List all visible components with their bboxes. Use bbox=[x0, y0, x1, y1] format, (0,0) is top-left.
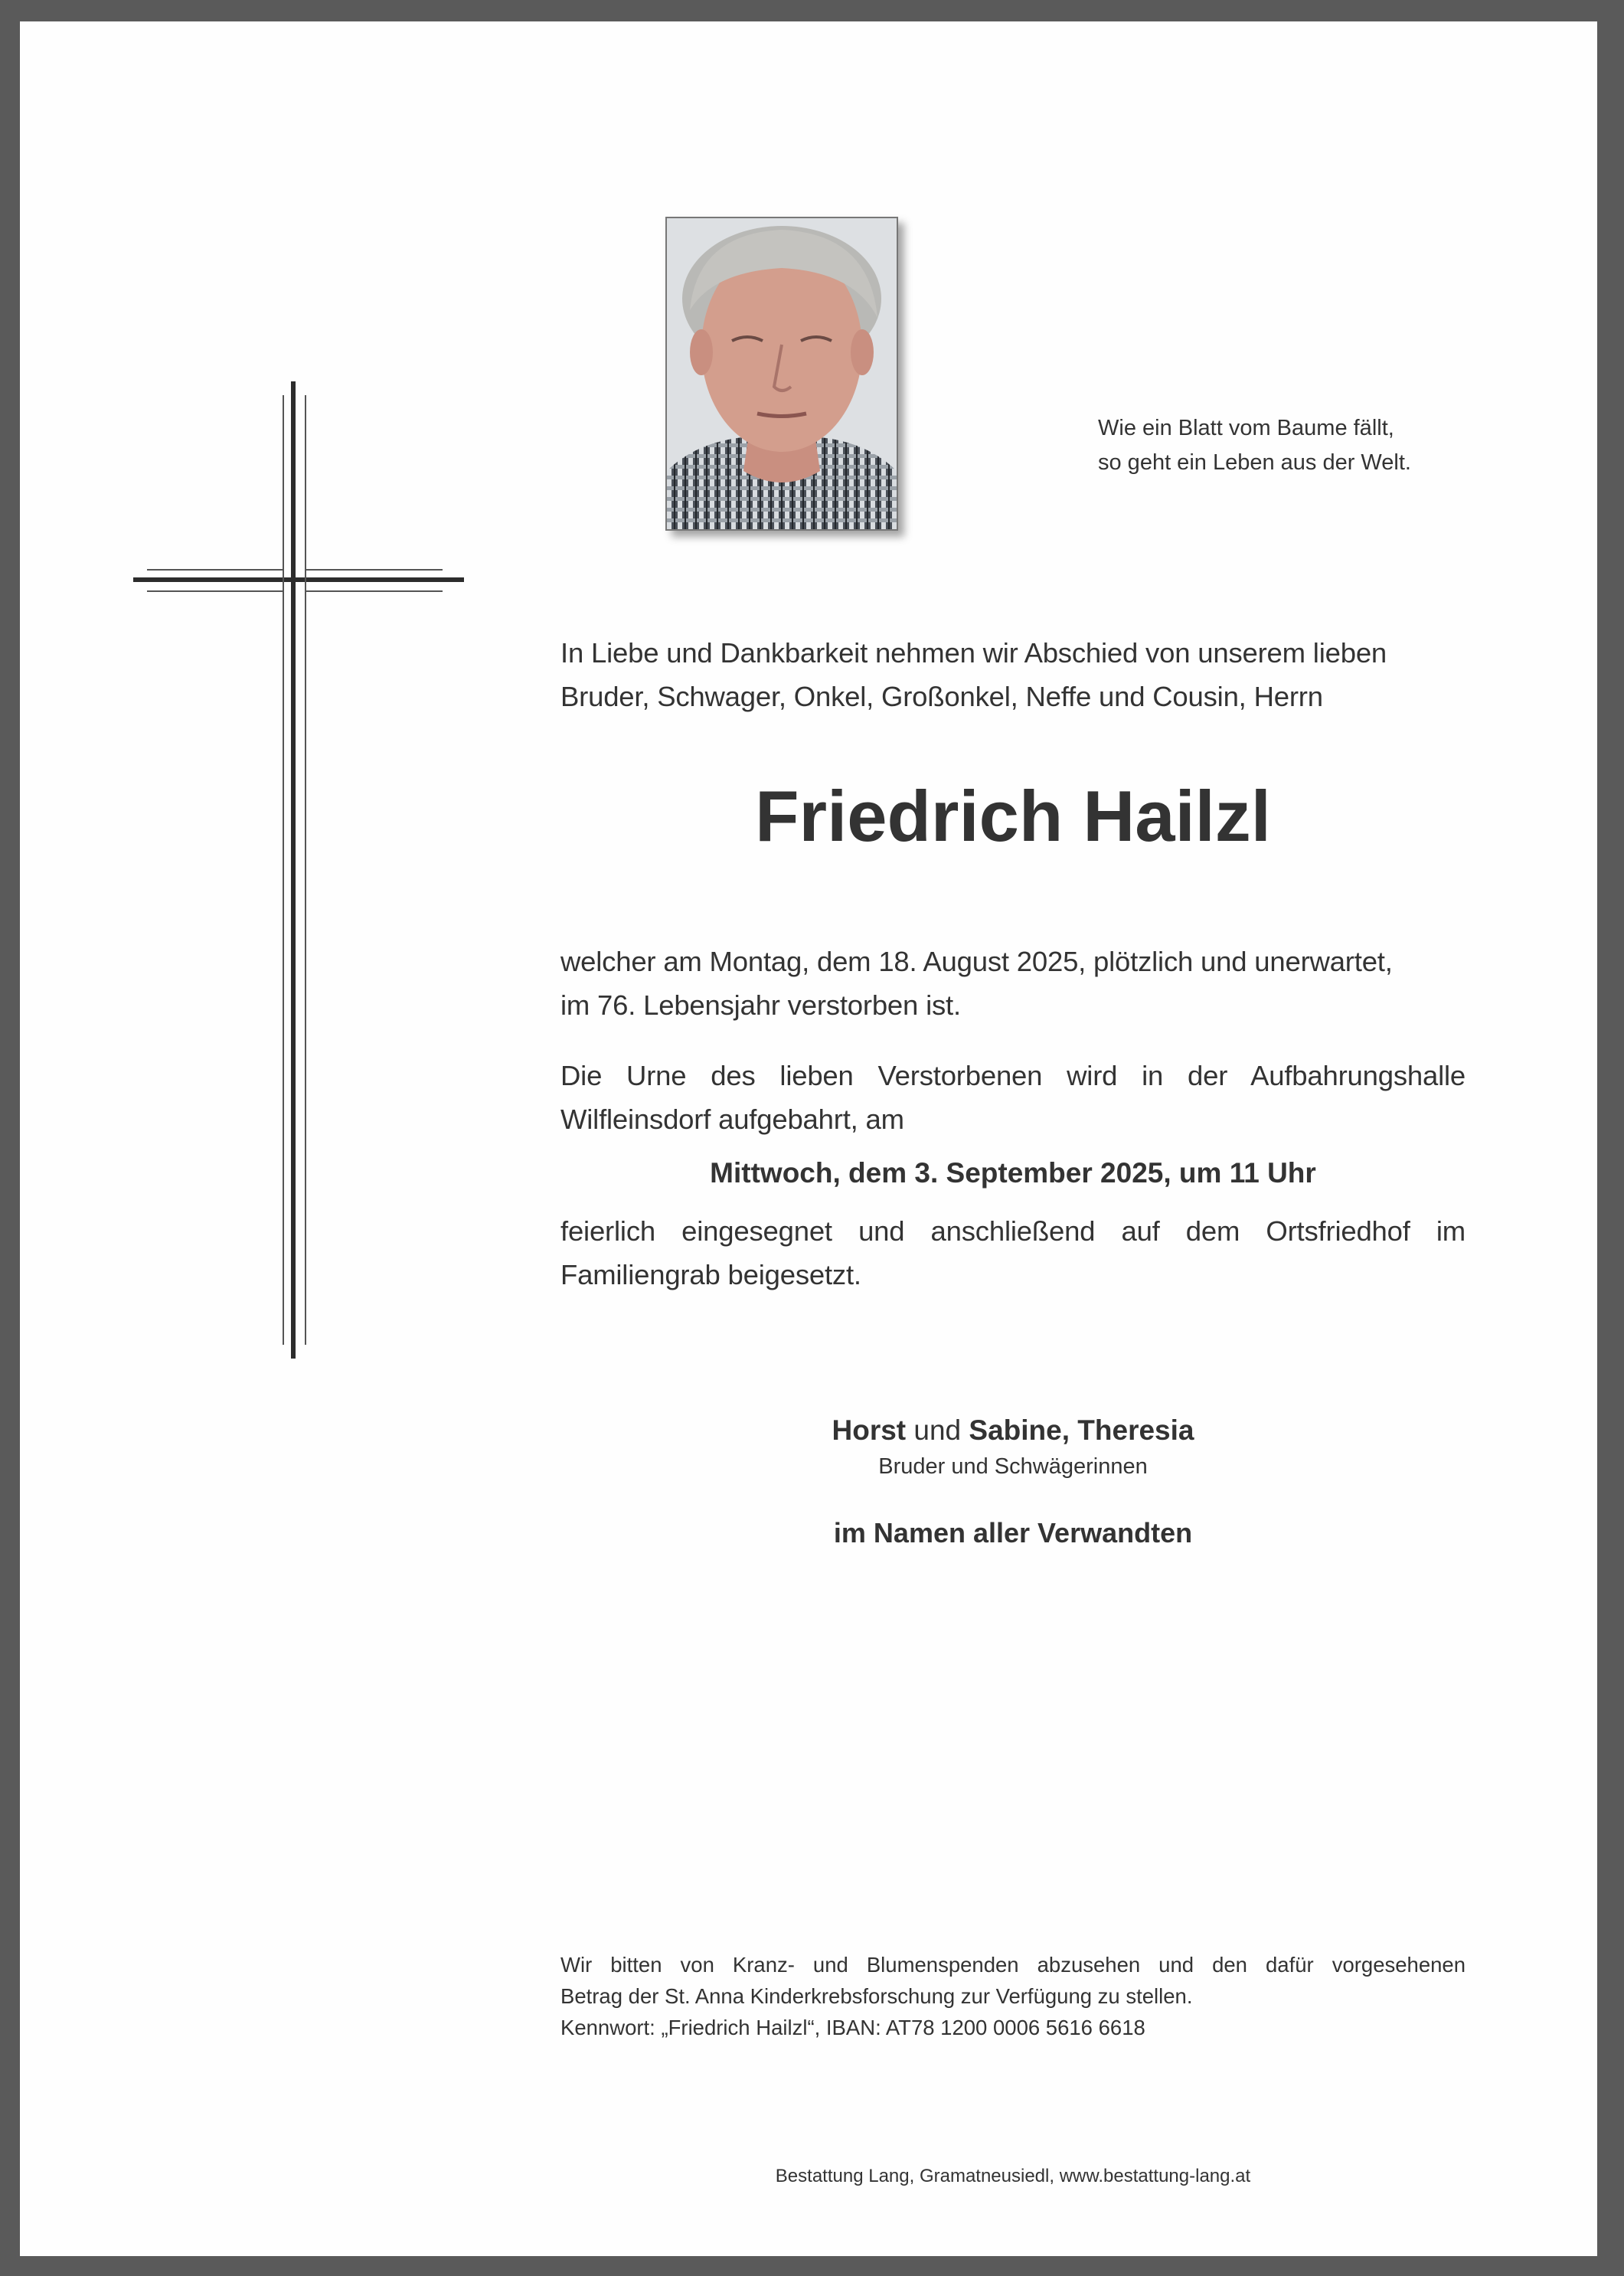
donation-line: Betrag der St. Anna Kinderkrebsforschung zur Verfügung zu stellen. bbox=[560, 1984, 1193, 2008]
ceremony-date: Mittwoch, dem 3. September 2025, um 11 Uhr bbox=[710, 1157, 1316, 1189]
motto-line: so geht ein Leben aus der Welt. bbox=[1098, 450, 1411, 475]
burial-info-line: feierlich eingesegnet und anschließend auf dem Ortsfriedhof im bbox=[560, 1215, 1466, 1247]
mourner-name: Sabine, Theresia bbox=[969, 1414, 1194, 1446]
death-info-paragraph bbox=[560, 940, 1466, 1027]
burial-info-line: Familiengrab beigesetzt. bbox=[560, 1259, 861, 1290]
intro-line: Bruder, Schwager, Onkel, Großonkel, Neffe und Cousin, Herrn bbox=[560, 681, 1323, 712]
burial-info-paragraph bbox=[560, 1209, 1466, 1297]
donation-notice bbox=[560, 1949, 1466, 2043]
donation-line: Kennwort: „Friedrich Hailzl“, IBAN: AT78 1200 0006 5616 6618 bbox=[560, 2016, 1145, 2039]
mourner-relation: Bruder und Schwägerinnen bbox=[878, 1454, 1148, 1479]
motto-verse bbox=[1098, 411, 1557, 480]
death-info-line: welcher am Montag, dem 18. August 2025, plötzlich und unerwartet, bbox=[560, 946, 1393, 977]
mourner-name: Horst bbox=[832, 1414, 907, 1446]
portrait-photo bbox=[665, 217, 898, 531]
death-info-line: im 76. Lebensjahr verstorben ist. bbox=[560, 989, 961, 1021]
obituary-page bbox=[20, 21, 1597, 2256]
urn-info-paragraph bbox=[560, 1054, 1466, 1141]
urn-info-line: Die Urne des lieben Verstorbenen wird in der Aufbahrungshalle bbox=[560, 1060, 1466, 1091]
mourner-names bbox=[560, 1411, 1466, 1450]
intro-paragraph bbox=[560, 631, 1466, 718]
deceased-name: Friedrich Hailzl bbox=[755, 776, 1271, 856]
funeral-home-footer: Bestattung Lang, Gramatneusiedl, www.bestattung-lang.at bbox=[775, 2166, 1251, 2186]
mourner-connector: und bbox=[913, 1414, 962, 1446]
family-line: im Namen aller Verwandten bbox=[833, 1517, 1193, 1548]
urn-info-line: Wilfleinsdorf aufgebahrt, am bbox=[560, 1104, 904, 1135]
motto-line: Wie ein Blatt vom Baume fällt, bbox=[1098, 416, 1394, 440]
intro-line: In Liebe und Dankbarkeit nehmen wir Abschied von unserem lieben bbox=[560, 637, 1387, 669]
donation-line: Wir bitten von Kranz- und Blumenspenden abzusehen und den dafür vorgesehenen bbox=[560, 1953, 1466, 1977]
